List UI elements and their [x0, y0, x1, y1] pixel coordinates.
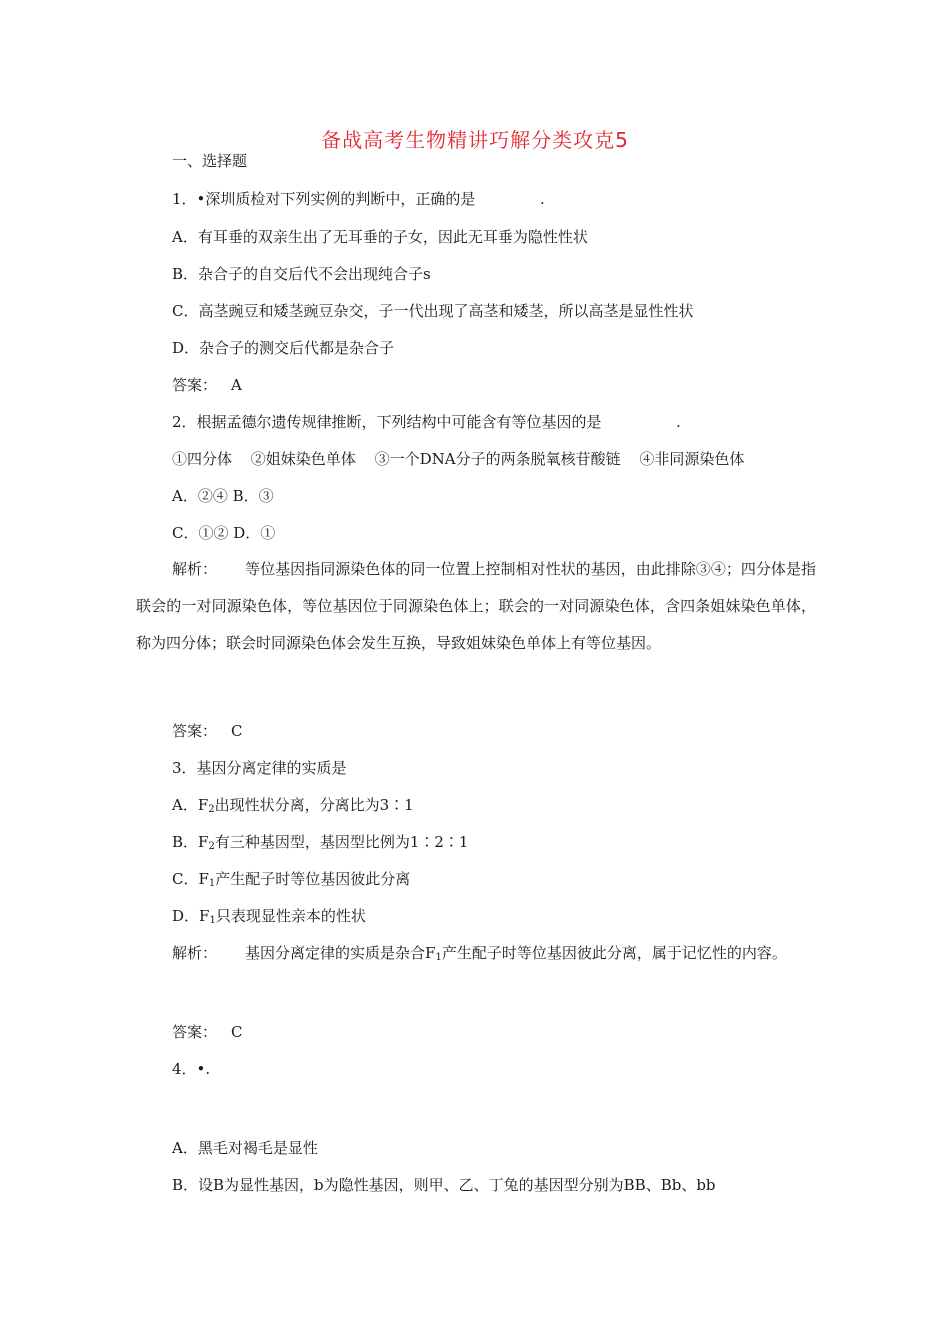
question-2-answer: [172, 721, 243, 741]
question-2-option-c: C．①②: [172, 524, 229, 542]
section-heading: 一、选择题: [172, 152, 248, 170]
item-1: ①四分体: [172, 450, 233, 468]
blank-mark: .: [676, 413, 681, 431]
page-title: 备战高考生物精讲巧解分类攻克5: [321, 128, 629, 152]
answer-value: A: [231, 376, 242, 394]
answer-value: C: [231, 722, 243, 740]
question-1-option-b: B．杂合子的自交后代不会出现纯合子s: [172, 265, 431, 283]
analysis-text: 等位基因指同源染色体的同一位置上控制相对性状的基因，由此排除③④；四分体是指联会的一对同源染色体，等位基因位于同源染色体上；联会的一对同源染色体，含四条姐妹染色单体，称为四分体；联会时同源染色体会发生互换，导致姐妹染色单体上有等位基因。: [136, 560, 816, 652]
question-4-option-b: B．设B为显性基因，b为隐性基因，则甲、乙、丁兔的基因型分别为BB、Bb、bb: [172, 1176, 716, 1194]
analysis-label: 解析：: [172, 944, 218, 962]
question-3-option-a: A．$F_2$出现性状分离，分离比为3∶1: [172, 796, 414, 815]
answer-label: 答案：: [172, 1023, 218, 1041]
question-3-answer: [172, 1022, 243, 1042]
question-1-stem: 1．•深圳质检对下列实例的判断中，正确的是: [172, 190, 476, 208]
item-2: ②姐妹染色单体: [250, 450, 356, 468]
question-3-stem: 3．基因分离定律的实质是: [172, 759, 347, 777]
question-3-option-d: D．$F_1$只表现显性亲本的性状: [172, 907, 366, 926]
question-2-options-cd: [172, 523, 275, 543]
question-2-option-b: B．③: [232, 487, 274, 505]
question-2-stem: 2．根据孟德尔遗传规律推断，下列结构中可能含有等位基因的是: [172, 413, 602, 431]
question-2-option-a: A．②④: [172, 487, 228, 505]
analysis-label: 解析：: [172, 560, 218, 578]
question-4-option-a: A．黑毛对褐毛是显性: [172, 1139, 318, 1157]
question-1-answer: [172, 375, 242, 395]
question-1-option-d: D．杂合子的测交后代都是杂合子: [172, 339, 395, 357]
question-1-option-c: C．高茎豌豆和矮茎豌豆杂交，子一代出现了高茎和矮茎，所以高茎是显性性状: [172, 302, 694, 320]
question-2-analysis: [136, 551, 816, 662]
blank-mark: .: [540, 190, 545, 208]
question-3-analysis: 解析： 基因分离定律的实质是杂合$F_1$产生配子时等位基因彼此分离，属于记忆性的内容。: [172, 944, 787, 963]
item-3: ③一个DNA分子的两条脱氧核苷酸链: [374, 450, 621, 468]
item-4: ④非同源染色体: [639, 450, 745, 468]
question-3-option-b: B．$F_2$有三种基因型，基因型比例为1∶2∶1: [172, 833, 469, 852]
question-2-items: [172, 449, 744, 469]
question-3-option-c: C．$F_1$产生配子时等位基因彼此分离: [172, 870, 411, 889]
answer-value: C: [231, 1023, 243, 1041]
question-2-option-d: D．①: [233, 524, 276, 542]
question-4-stem: 4．•.: [172, 1060, 211, 1078]
question-2-options-ab: [172, 486, 274, 506]
answer-label: 答案：: [172, 376, 218, 394]
question-1-option-a: A．有耳垂的双亲生出了无耳垂的子女，因此无耳垂为隐性性状: [172, 228, 588, 246]
answer-label: 答案：: [172, 722, 218, 740]
